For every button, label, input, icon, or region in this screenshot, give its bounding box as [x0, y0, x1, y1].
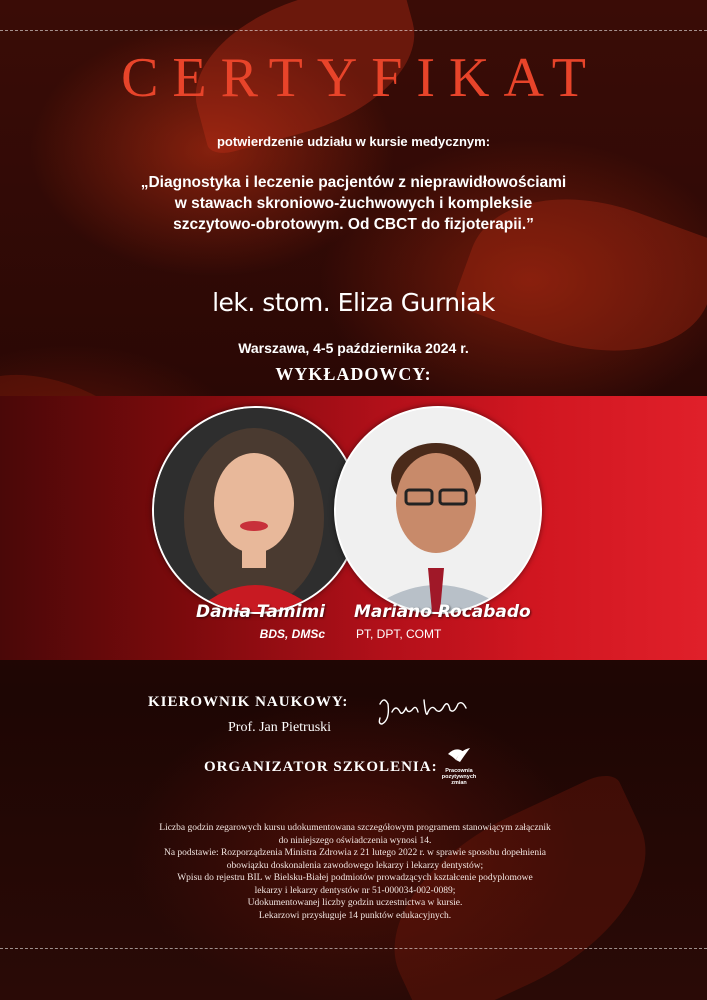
footer-line: Lekarzowi przysługuje 14 punktów edukacyjnych. — [258, 910, 452, 921]
top-dashed-line — [0, 30, 707, 31]
logo-text-line: zmian — [451, 780, 467, 786]
lecturers-heading: WYKŁADOWCY: — [275, 364, 432, 384]
certificate-title: CERTYFIKAT — [121, 47, 600, 109]
signature-icon — [374, 690, 474, 730]
organizer-label: ORGANIZATOR SZKOLENIA: — [204, 759, 438, 775]
footer-line: Na podstawie: Rozporządzenia Ministra Zdrowia z 21 lutego 2022 r. w sprawie sposobu dopełnienia — [163, 848, 547, 858]
logo-text-line: Pracownia — [445, 768, 473, 774]
course-title-line: „Diagnostyka i leczenie pacjentów z nieprawidłowościami — [140, 174, 567, 191]
place-date: Warszawa, 4-5 października 2024 r. — [238, 340, 469, 356]
scientific-director-label: KIEROWNIK NAUKOWY: — [148, 694, 349, 710]
course-title-line: szczytowo-obrotowym. Od CBCT do fizjoterapii.” — [173, 216, 534, 233]
bottom-dashed-line — [0, 948, 707, 949]
lecturer-name-1: Dania Tamimi — [195, 602, 325, 622]
footer-note — [120, 822, 590, 922]
footer-line: lekarzy i lekarzy dentystów nr 51-000034-002-0089; — [254, 885, 456, 896]
footer-line: do niniejszego oświadczenia wynosi 14. — [278, 835, 432, 846]
footer-line: Liczba godzin zegarowych kursu udokumentowana szczegółowym programem stanowiącym załącznik — [159, 823, 551, 833]
lecturer-degrees-1: BDS, DMSc — [259, 627, 325, 641]
course-title — [90, 172, 617, 235]
logo-text-line: pozytywnych — [442, 774, 476, 780]
course-title-line: w stawach skroniowo-żuchwowych i kompleksie — [174, 195, 533, 212]
footer-line: Wpisu do rejestru BIL w Bielsku-Białej podmiotów prowadzących kształcenie podyplomowe — [177, 873, 533, 883]
portrait-man-icon — [336, 408, 540, 612]
footer-line: obowiązku doskonalenia zawodowego lekarzy i lekarzy dentystów; — [226, 860, 484, 871]
lecturer-photo-1 — [152, 406, 360, 614]
lecturer-name-2: Mariano Rocabado — [354, 602, 531, 622]
scientific-director-name: Prof. Jan Pietruski — [228, 720, 332, 735]
organizer-logo — [442, 744, 476, 788]
certificate-subtitle: potwierdzenie udziału w kursie medycznym: — [216, 134, 491, 149]
lecturer-degrees-2: PT, DPT, COMT — [356, 627, 442, 641]
footer-line: Udokumentowanej liczby godzin uczestnictwa w kursie. — [247, 898, 463, 908]
participant-name: lek. stom. Eliza Gurniak — [212, 288, 495, 317]
portrait-woman-icon — [154, 408, 358, 612]
lecturer-photo-2 — [334, 406, 542, 614]
